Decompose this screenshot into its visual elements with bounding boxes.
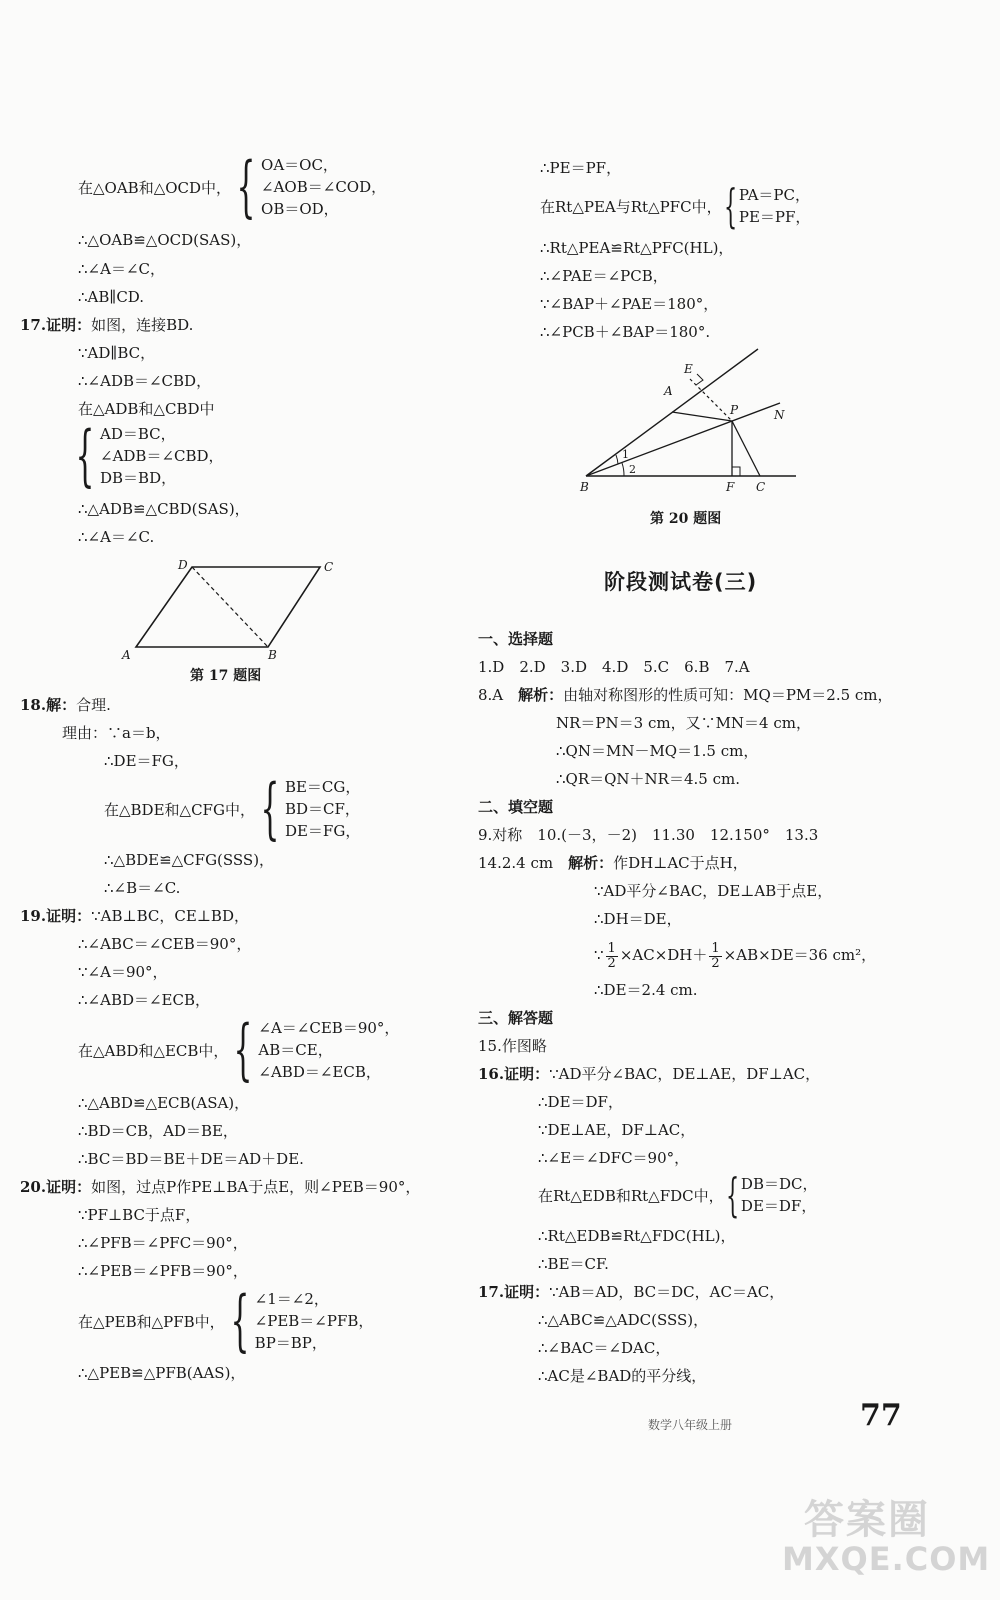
figure-17-parallelogram bbox=[120, 555, 350, 665]
vertex-a-label: A bbox=[122, 648, 131, 662]
system-row: DB＝DC， bbox=[740, 1175, 818, 1193]
system-row: OB＝OD， bbox=[261, 200, 339, 218]
fraction-one-half bbox=[606, 942, 618, 971]
problem-17-heading bbox=[20, 315, 193, 335]
vertex-c-label: C bbox=[324, 560, 334, 574]
angle-arc-1 bbox=[616, 455, 618, 464]
proof-line: ∴△PEB≌△PFB(AAS)， bbox=[78, 1364, 246, 1382]
vertex-b-label: B bbox=[268, 648, 277, 662]
proof-18-system bbox=[104, 770, 361, 847]
proof-line: ∴AB∥CD. bbox=[78, 288, 145, 306]
left-brace: { bbox=[230, 1282, 250, 1359]
left-brace: { bbox=[233, 1011, 253, 1088]
proof-line: ∴∠E＝∠DFC＝90°， bbox=[538, 1149, 690, 1167]
fraction-numerator: 1 bbox=[711, 940, 720, 956]
section-title: 阶段测试卷(三) bbox=[604, 570, 758, 594]
fraction-denominator: 2 bbox=[711, 955, 720, 971]
vertex-d-label: D bbox=[178, 558, 188, 572]
subsection-heading: 一、选择题 bbox=[478, 630, 554, 648]
subsection-heading: 二、填空题 bbox=[478, 798, 554, 816]
proof-line: 如图，过点P作PE⊥BA于点E，则∠PEB＝90°， bbox=[91, 1178, 421, 1196]
proof-line: ∴∠PEB＝∠PFB＝90°， bbox=[78, 1262, 248, 1280]
proof-line: ∴∠B＝∠C. bbox=[104, 879, 181, 897]
system-row: OA＝OC， bbox=[261, 156, 338, 174]
proof-line: ∴∠ABC＝∠CEB＝90°， bbox=[78, 935, 252, 953]
proof-line: ∴DE＝FG， bbox=[104, 752, 189, 770]
fraction-numerator: 1 bbox=[607, 940, 616, 956]
system-row: ∠AOB＝∠COD， bbox=[261, 178, 387, 196]
parallelogram-abcd bbox=[136, 567, 320, 647]
proof-line: ∵AB⊥BC，CE⊥BD， bbox=[91, 907, 249, 925]
system-label: 在△ABD和△ECB中， bbox=[78, 1041, 229, 1060]
proof-line: ∴BE＝CF. bbox=[538, 1255, 609, 1273]
proof-line: 合理. bbox=[76, 696, 111, 714]
answer-8-line bbox=[478, 685, 893, 705]
analysis-line: ∵AD平分∠BAC，DE⊥AB于点E， bbox=[594, 882, 833, 900]
system-row: ∠PEB＝∠PFB， bbox=[254, 1312, 374, 1330]
problem-19-heading bbox=[20, 906, 249, 926]
right-angle-f bbox=[732, 467, 740, 476]
problem-label: 18.解： bbox=[20, 696, 77, 714]
proof-17-system bbox=[72, 417, 224, 494]
analysis-text: 作DH⊥AC于点H， bbox=[613, 854, 748, 872]
proof-line: ∴△ADB≌△CBD(SAS)， bbox=[78, 500, 250, 518]
system-row: ∠1＝∠2， bbox=[254, 1290, 329, 1308]
right-angle-e bbox=[696, 374, 703, 385]
proof-line: ∵AD平分∠BAC，DE⊥AE，DF⊥AC， bbox=[549, 1065, 821, 1083]
figure-17-caption: 第 17 题图 bbox=[190, 668, 262, 684]
system-row: DE＝DF， bbox=[740, 1197, 817, 1215]
proof-line: ∴DE＝DF， bbox=[538, 1093, 623, 1111]
proof-line: ∴△BDE≌△CFG(SSS)， bbox=[104, 851, 275, 869]
angle-1-label: 1 bbox=[622, 448, 629, 461]
proof-16-system bbox=[78, 148, 387, 225]
point-b-label: B bbox=[580, 480, 589, 494]
diagonal-bd bbox=[192, 567, 268, 647]
answer-label: 14.2.4 cm bbox=[478, 854, 569, 872]
fraction-denominator: 2 bbox=[607, 955, 616, 971]
problem-20-heading bbox=[20, 1177, 420, 1197]
proof-line: ∴PE＝PF， bbox=[540, 159, 622, 177]
proof-line: ∴AC是∠BAD的平分线， bbox=[538, 1367, 707, 1385]
fraction-one-half bbox=[709, 942, 721, 971]
proof-line: ∴Rt△PEA≌Rt△PFC(HL)， bbox=[540, 239, 734, 257]
proof-19-system bbox=[78, 1011, 400, 1088]
problem-17-heading bbox=[478, 1282, 784, 1302]
proof-line: ∴∠PAE＝∠PCB， bbox=[540, 267, 668, 285]
system-label: 在Rt△EDB和Rt△FDC中， bbox=[538, 1186, 724, 1205]
watermark-logo: 答案圈 bbox=[804, 1497, 930, 1543]
problem-18-heading bbox=[20, 695, 111, 715]
answer-14-line bbox=[478, 853, 748, 873]
proof-line: 在△ADB和△CBD中 bbox=[78, 400, 215, 418]
point-f-label: F bbox=[726, 480, 735, 494]
system-row: AD＝BC， bbox=[100, 425, 176, 443]
proof-line: 如图，连接BD. bbox=[91, 316, 194, 334]
proof-line: ∴∠BAC＝∠DAC， bbox=[538, 1339, 671, 1357]
left-brace: { bbox=[260, 770, 280, 847]
answer-line: 1.D 2.D 3.D 4.D 5.C 6.B 7.A bbox=[478, 658, 750, 676]
system-row: BP＝BP， bbox=[254, 1334, 327, 1352]
proof-line: ∴△ABD≌△ECB(ASA)， bbox=[78, 1094, 250, 1112]
proof-line: ∴Rt△EDB≌Rt△FDC(HL)， bbox=[538, 1227, 736, 1245]
subsection-heading: 三、解答题 bbox=[478, 1009, 554, 1027]
analysis-line: NR＝PN＝3 cm，又∵MN＝4 cm， bbox=[556, 714, 811, 732]
proof-line: ∵DE⊥AE，DF⊥AC， bbox=[538, 1121, 696, 1139]
problem-label: 19.证明： bbox=[20, 907, 92, 925]
figure-20-angle-bisector bbox=[570, 345, 810, 500]
because-symbol: ∵ bbox=[594, 946, 604, 964]
proof-line: ∴BD＝CB，AD＝BE， bbox=[78, 1122, 238, 1140]
analysis-line: ∴DH＝DE， bbox=[594, 910, 682, 928]
area-equation-line bbox=[594, 940, 876, 971]
analysis-text: 由轴对称图形的性质可知：MQ＝PM＝2.5 cm， bbox=[563, 686, 893, 704]
system-row: ∠ABD＝∠ECB， bbox=[258, 1063, 381, 1081]
point-e-label: E bbox=[684, 362, 693, 376]
analysis-line: ∴QN＝MN－MQ＝1.5 cm， bbox=[556, 742, 759, 760]
proof-line: ∴∠PFB＝∠PFC＝90°， bbox=[78, 1234, 248, 1252]
equation-text: ×AC×DH＋ bbox=[619, 946, 708, 964]
system-row: BD＝CF， bbox=[284, 800, 360, 818]
segment-ap bbox=[672, 412, 732, 421]
proof-line: 理由：∵a＝b， bbox=[62, 724, 171, 742]
point-p-label: P bbox=[730, 403, 739, 417]
problem-label: 20.证明： bbox=[20, 1178, 92, 1196]
analysis-line: ∴DE＝2.4 cm. bbox=[594, 981, 698, 999]
figure-20-caption: 第 20 题图 bbox=[650, 511, 722, 527]
answer-line: 15.作图略 bbox=[478, 1037, 547, 1055]
system-label: 在△PEB和△PFB中， bbox=[78, 1312, 225, 1331]
proof-line: ∴∠ADB＝∠CBD， bbox=[78, 372, 212, 390]
system-row: BE＝CG， bbox=[284, 778, 361, 796]
proof-line: ∴∠A＝∠C， bbox=[78, 260, 165, 278]
equation-text: ×AB×DE＝36 cm²， bbox=[723, 946, 877, 964]
watermark-url: MXQE.COM bbox=[782, 1540, 991, 1578]
system-row: PE＝PF， bbox=[738, 208, 811, 226]
problem-label: 17.证明： bbox=[478, 1283, 550, 1301]
problem-label: 17.证明： bbox=[20, 316, 92, 334]
system-row: PA＝PC， bbox=[738, 186, 810, 204]
proof-line: ∵AB＝AD，BC＝DC，AC＝AC， bbox=[549, 1283, 785, 1301]
system-row: ∠ADB＝∠CBD， bbox=[100, 447, 224, 465]
proof-line: ∵AD∥BC， bbox=[78, 344, 156, 362]
page-number: 77 bbox=[860, 1398, 902, 1433]
problem-16-heading bbox=[478, 1064, 820, 1084]
proof-line: ∴∠PCB＋∠BAP＝180°. bbox=[540, 323, 711, 341]
problem-label: 16.证明： bbox=[478, 1065, 550, 1083]
proof-20-system bbox=[78, 1282, 374, 1359]
proof-line: ∴BC＝BD＝BE＋DE＝AD＋DE. bbox=[78, 1150, 304, 1168]
system-row: DB＝BD， bbox=[100, 469, 177, 487]
proof-16-rt-system bbox=[538, 1168, 818, 1222]
answer-label: 8.A bbox=[478, 686, 519, 704]
point-a-label: A bbox=[664, 384, 673, 398]
angle-2-label: 2 bbox=[629, 463, 636, 476]
system-row: ∠A＝∠CEB＝90°， bbox=[258, 1019, 400, 1037]
left-brace: { bbox=[725, 1168, 739, 1222]
book-title-footer: 数学八年级上册 bbox=[648, 1418, 733, 1432]
proof-line: ∵PF⊥BC于点F， bbox=[78, 1206, 201, 1224]
system-row: DE＝FG， bbox=[284, 822, 361, 840]
segment-pc bbox=[732, 421, 760, 476]
analysis-line: ∴QR＝QN＋NR＝4.5 cm. bbox=[556, 770, 740, 788]
proof-line: ∵∠A＝90°， bbox=[78, 963, 168, 981]
analysis-label: 解析： bbox=[568, 854, 614, 872]
answer-line: 9.对称 10.(－3，－2) 11.30 12.150° 13.3 bbox=[478, 826, 819, 844]
proof-line: ∴△OAB≌△OCD(SAS)， bbox=[78, 231, 252, 249]
point-n-label: N bbox=[774, 408, 785, 422]
system-label: 在Rt△PEA与Rt△PFC中， bbox=[540, 197, 722, 216]
angle-arc-2 bbox=[622, 463, 624, 476]
proof-line: ∴∠ABD＝∠ECB， bbox=[78, 991, 211, 1009]
proof-line: ∴△ABC≌△ADC(SSS)， bbox=[538, 1311, 709, 1329]
system-label: 在△OAB和△OCD中， bbox=[78, 178, 232, 197]
left-brace: { bbox=[723, 179, 737, 233]
system-row: AB＝CE， bbox=[258, 1041, 333, 1059]
left-brace: { bbox=[75, 417, 95, 494]
system-label: 在△BDE和△CFG中， bbox=[104, 800, 255, 819]
proof-20-rt-system bbox=[540, 179, 811, 233]
proof-line: ∵∠BAP＋∠PAE＝180°， bbox=[540, 295, 719, 313]
left-brace: { bbox=[236, 148, 256, 225]
point-c-label: C bbox=[756, 480, 766, 494]
proof-line: ∴∠A＝∠C. bbox=[78, 528, 155, 546]
analysis-label: 解析： bbox=[518, 686, 564, 704]
